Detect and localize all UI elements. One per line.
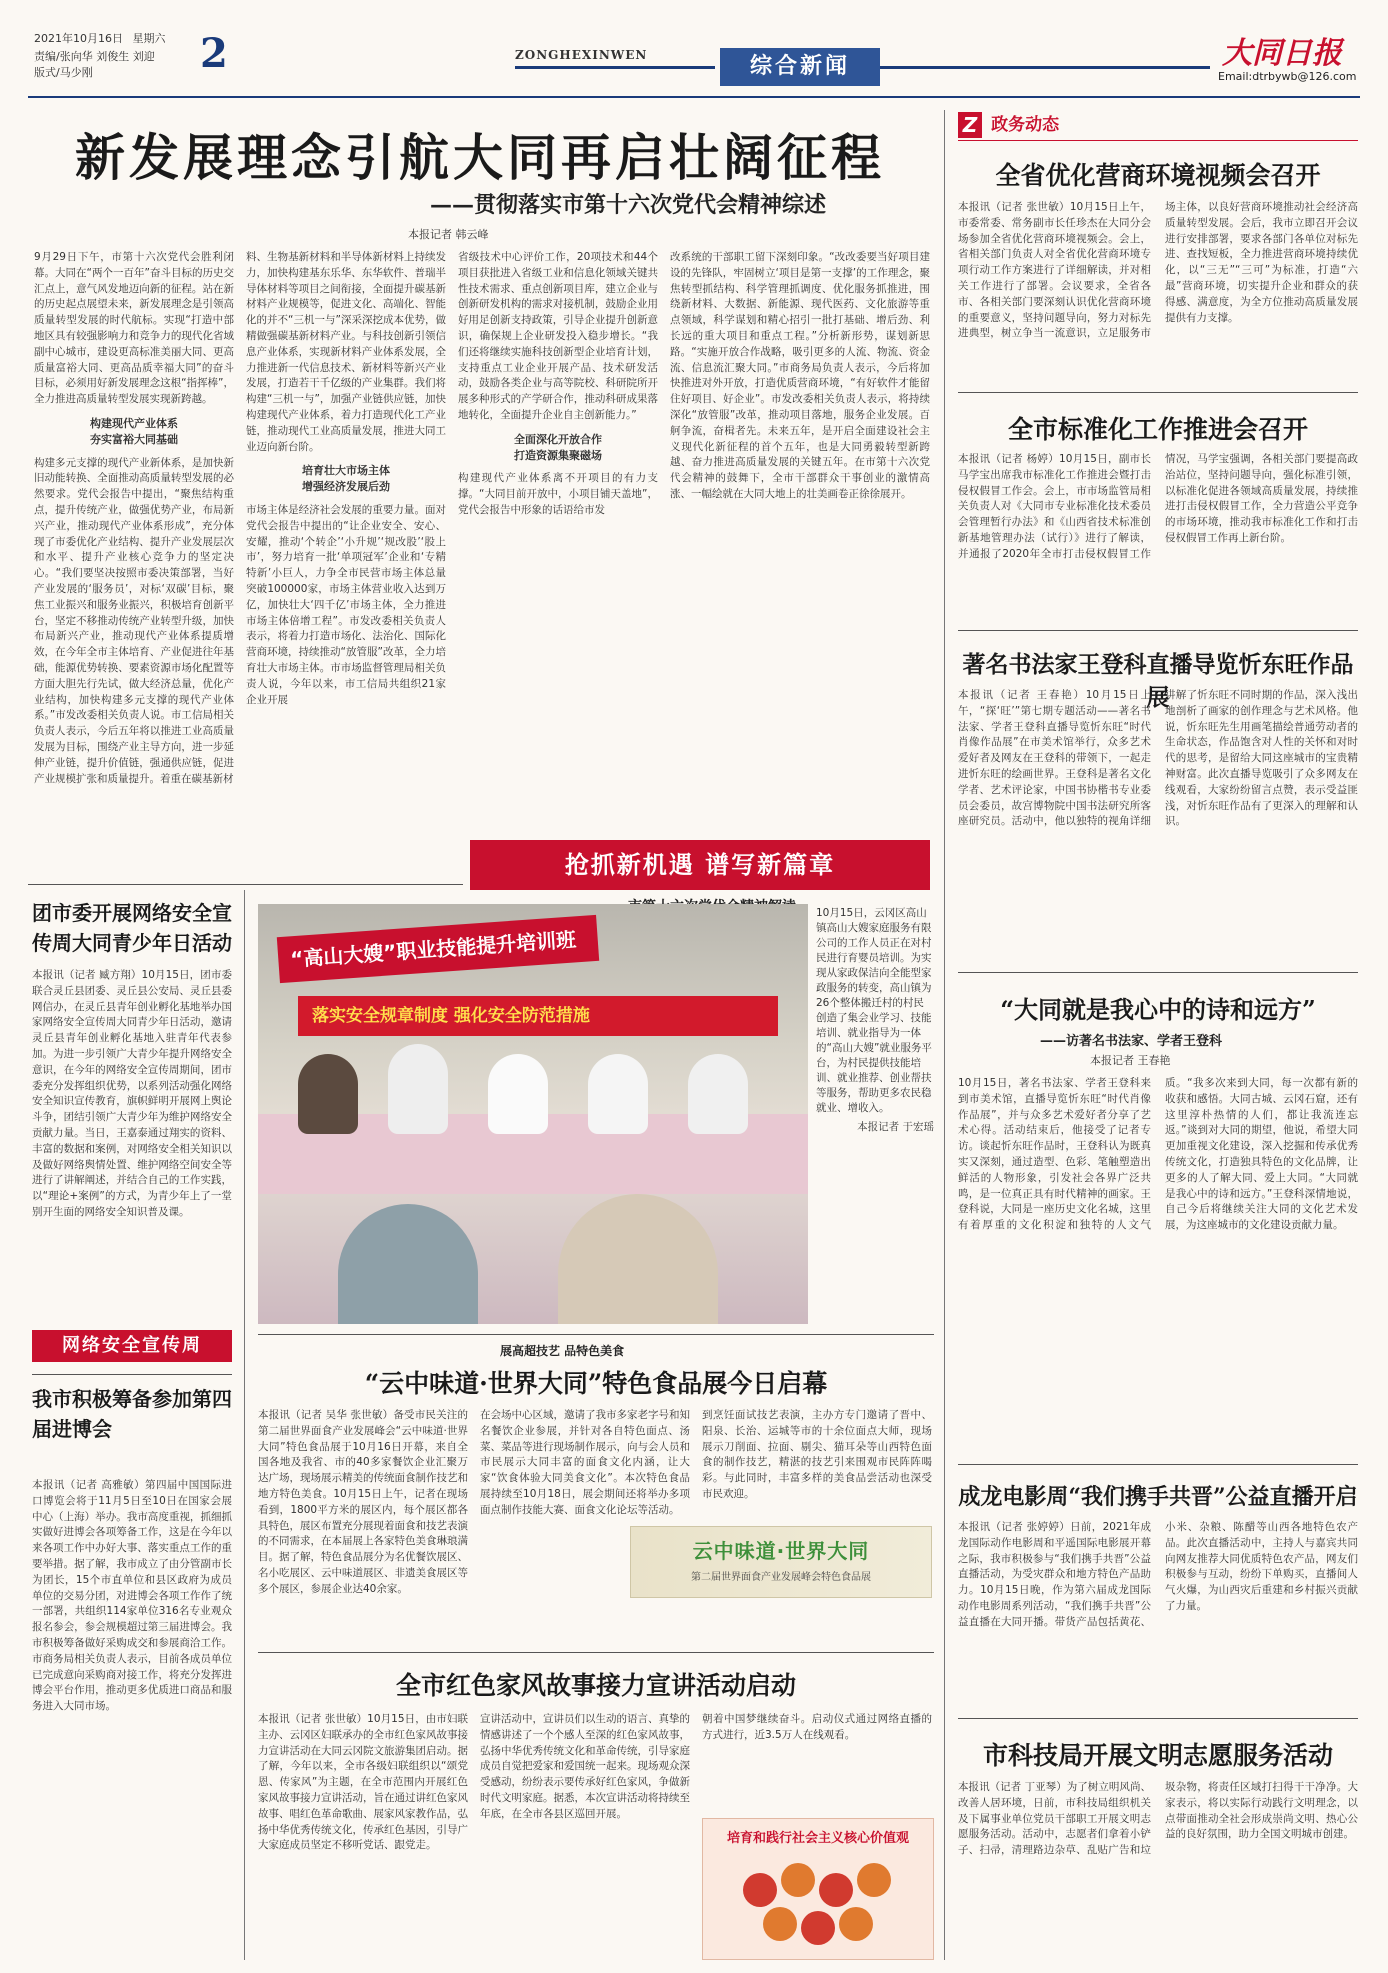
photo-banner-right: 落实安全规章制度 强化安全防范措施 [298,996,778,1036]
lead-byline: 本报记者 韩云峰 [408,228,489,241]
issue-weekday: 星期六 [132,32,166,45]
lead-subhead-3: 全面深化开放合作 打造资源集聚磁场 [514,432,602,462]
politics-article1-title: 全省优化营商环境视频会召开 [995,161,1321,190]
film-title: 成龙电影周“我们携手共晋”公益直播开启 [958,1484,1358,1510]
highlight-title: 抢抓新机遇 谱写新篇章 [564,850,836,879]
youth-banner-text: 网络安全宣传周 [62,1335,202,1356]
politics-article2-title: 全市标准化工作推进会召开 [1007,415,1308,444]
lead-title: 新发展理念引航大同再启壮阔征程 [75,128,885,187]
paper-logo: 大同日报 [1222,36,1342,71]
lead-subtitle: ——贯彻落实市第十六次党代会精神综述 [430,192,827,218]
email: Email:dtrbywb@126.com [1218,70,1357,83]
politics-tag-letter: Z [958,112,982,138]
section-tab [720,48,880,86]
lead-col4: 改系统的干部职工留下深刻印象。“改改委要当好项目建设的先锋队，牢固树立‘项目是第一支撑’的工作理念，聚焦转型抓结构、科学管理抓调度、优化服务抓推进，围绕新材料、大数据、新能源、现代医药、文化旅游等重点领域，科学谋划和精心招引一批打基础、增后劲、利长远的重大项目和重点工程。”分析新形势，谋划新思路。“实施开放合作战略，吸引更多的人流、物流、资金流、信息流汇聚大同。”市商务局负责人表示，今后将加快推进对外开放，打造优质营商环境，“有好软件才能留住好项目、好企业”。市发改委相关负责人表示，将持续深化“放管服”改革，推动项目落地，服务企业发展。百舸争流，奋楫者先。未来五年，是开启全面建设社会主义现代化新征程的首个五年，也是大同勇毅转型新跨越、奋力推进高质量发展的关键五年。在市第十六次党代会精神的鼓舞下，全市干部群众干事创业的激情高涨、一幅绘就在大同大地上的壮美画卷正徐徐展开。 [670,251,930,500]
politics-article3-body: 本报讯（记者 王春艳）10月15日上午，“探‘旺’”第七期专题活动——著名书法家、学者王登科直播导览忻东旺“时代肖像作品展”在市美术馆举行，众多艺术爱好者及网友在王登科的带领下，一起走进忻东旺的绘画世界。王登科是著名文化学者、艺术评论家，中国书协楷书专业委员会委员，故宫博物院中国书法研究所客座研究员。活动中，他以独特的视角详细讲解了忻东旺不同时期的作品，深入浅出地剖析了画家的创作理念与艺术风格。他说，忻东旺先生用画笔描绘普通劳动者的生命状态，作品饱含对人性的关怀和对时代的思考，是留给大同这座城市的宝贵精神财富。此次直播导览吸引了众多网友在线观看，大家纷纷留言点赞，表示受益匪浅，对忻东旺作品有了更深入的理解和认识。 [958,689,1358,828]
food-title: “云中味道·世界大同”特色食品展今日启幕 [364,1369,828,1398]
highlight-banner [470,840,930,890]
photo-caption: 10月15日，云冈区高山镇高山大嫂家庭服务有限公司的工作人员正在对村民进行育婴员培训。为实现从家政保洁向全能型家政服务的转变，高山镇为26个整体搬迁村的村民创造了集会业学习、技能培训、就业指导为一体的“高山大嫂”就业服务平台，为村民提供技能培训、就业推荐、创业帮扶等服务，帮助更多农民稳就业、增收入。 本报记者 于宏瑶 [816,907,934,1133]
lead-subhead-2: 培育壮大市场主体 增强经济发展后劲 [302,464,390,494]
food-body-col2: 在会场中心区域，邀请了我市多家老字号和知名餐饮企业参展，并针对各自特色面点、汤菜、菜品等进行现场制作展示，向与会人员和市民展示大同丰富的面食文化内涵，让大家“饮食体验大同美食文化”。本次特色食品展持续至10月18日，展会期间还将举办多项面点制作技能大赛、面食文化论坛等活动。 [480,1409,690,1516]
issue-date: 2021年10月16日 [34,32,123,45]
food-body-col3: 到烹饪面试技艺表演，主办方专门邀请了晋中、阳泉、长治、运城等市的十余位面点大师，现场展示刀削面、拉面、剔尖、猫耳朵等山西特色面食的制作技艺，精湛的技艺引来围观市民阵阵喝彩。与此同时，丰富多样的美食品尝活动也深受市民欢迎。 [702,1409,932,1500]
core-values-banner [702,1818,934,1960]
lead-col3: 省级技术中心评价工作，20项技术和44个项目获批进入省级工业和信息化领域关键共性技术需求、重点创新项目库，建立企业与创新研发机构的需求对接机制，鼓励企业用好用足创新支持政策，引导企业提升创新意识，确保规上企业研发投入稳步增长。“我们还将继续实施科技创新型企业培育计划，支持重点工业企业开展产品、技术研发活动，鼓励各类企业与高等院校、科研院所开展多种形式的产学研合作，推动科研成果落地转化，全面提升企业自主创新能力。” 全面深化开放合作 打造资源集聚磁场 构建现代产业体系离不开项目的有力支撑。“大同目前开放中，小项目铺天盖地”，党代会报告中形象的话语给市发 [458,251,658,516]
redstory-body-col2: 宣讲活动中，宣讲员们以生动的语言、真挚的情感讲述了一个个感人至深的红色家风故事，弘扬中华优秀传统文化和革命传统，引导家庭成员自觉把爱家和爱国统一起来。现场观众深受感动，纷纷表示要传承好红色家风，争做新时代文明家庭。据悉，本次宣讲活动将持续至年底，在全市各县区巡回开展。 [480,1713,690,1820]
expo-title: 我市积极筹备参加第四届进博会 [32,1387,232,1441]
politics-article1-body: 本报讯（记者 张世敏）10月15日上午，市委常委、常务副市长任珍杰在大同分会场参加全省优化营商环境视频会。会上，省相关部门负责人对全省优化营商环境专项行动工作方案进行了详细解读，并对相关工作进行了部署。会议要求，全省各市、各相关部门要深刻认识优化营商环境的重要意义，坚持问题导向，努力对标先进典型，树立争当一流意识，立足服务市场主体，以良好营商环境推动社会经济高质量转型发展。会后，我市立即召开会议进行安排部署，要求各部门各单位对标先进、查找短板，全力推进营商环境持续优化，以“三无”“三可”为标准，打造“六最”营商环境，切实提升企业和群众的获得感、满意度，为全方位推动高质量发展提供有力支撑。 [958,201,1358,340]
interview-title: “大同就是我心中的诗和远方” [1000,995,1316,1024]
editors-line: 责编/张向华 刘俊生 刘迎 [34,50,155,63]
section-name: 综合新闻 [749,54,850,79]
volunteer-body: 本报讯（记者 丁亚琴）为了树立明风尚、改善人居环境，日前，市科技局组织机关及下属事业单位党员干部职工开展文明志愿服务活动。活动中，志愿者们拿着小铲子、扫帚，清理路边杂草、乱贴广告和垃圾杂物，将责任区域打扫得干干净净。大家表示，将以实际行动践行文明理念，以点带面推动全社会形成崇尚文明、热心公益的良好氛围，助力全国文明城市创建。 [958,1781,1358,1857]
food-kicker: 展高超技艺 品特色美食 [500,1344,625,1358]
volunteer-title: 市科技局开展文明志愿服务活动 [982,1741,1333,1770]
layout-editor: 版式/马少刚 [34,66,93,79]
food-logo-sub: 第二届世界面食产业发展峰会特色食品展 [691,1572,871,1583]
food-logo-text: 云中味道·世界大同 [692,1539,870,1563]
expo-body: 本报讯（记者 高雅敏）第四届中国国际进口博览会将于11月5日至10日在国家会展中心（上海）举办。我市高度重视，抓细抓实做好进博会各项筹备工作，这是在今年以来各项工作中办好大事、落实重点工作的重要举措。据了解，我市成立了由分管副市长为团长，15个市直单位和县区政府为成员单位的交易分团，对进博会各项工作作了统一部署，共组织114家单位316名专业观众报名参会，参会规模超过第三届进博会。我市积极筹备做好采购成交和参展商洽工作。市商务局相关负责人表示，目前各成员单位已完成意向采购商对接工作，将充分发挥进博会平台作用，推动更多优质进口商品和服务进入大同市场。 [32,1479,232,1713]
lead-col1: 9月29日下午，市第十六次党代会胜利闭幕。大同在“两个一百年”奋斗目标的历史交汇点上，意气风发地迈向新的征程。站在新的历史起点展望未来，新发展理念是引领高质量转型发展的时代航标。实现“打造中部地区具有较强影响力和竞争力的现代化省域副中心城市，建设更高标准美丽大同、更高质量富裕大同、更高品质幸福大同”的奋斗目标，必须用好新发展理念这根“指挥棒”，全力推进高质量转型发展实现新跨越。 构建现代产业体系 夯实富裕大同基础 构建多元支撑的现代产业新体系，是加快新旧动能转换、全面推动高质量转型发展的必然要求。党代会报告中提出，“聚焦结构重点，提升传统产业，做强优势产业，布局新兴产业，推动现代产业体系形成”，充分体现了市委优化产业结构、提升产业发展层次和水平、提升产业核心竞争力的坚定决心。“我们要坚决按照市委决策部署，当好产业发展的‘服务员’，对标‘双碳’目标，聚焦工业振兴和服务业振兴，积极培育创新平台，坚定不移推动传统产业转型升级，加快布局新兴产业，推动现代产业体系提质增效，在今年全市主体培育、产业促进往年基础，能源优势转换、要素资源市场化配置等方面大胆先行先试，做大经济总量，优化产业结构，加快构建多元支撑的现代产业体系。”市发改委相关负责人说。市工信局相关负责人表示，今后五年将以推进工业高质量发展为目标，围绕产业主导方向，进一步延伸产业链，提升价值链，强通供应链，促进产业规模扩张和质量提升。着重在碳基新材 [34,251,234,785]
photo-banner-left: “高山大嫂”职业技能提升培训班 [277,915,599,983]
youth-title: 团市委开展网络安全宣传周大同青少年日活动 [32,901,232,955]
redstory-title: 全市红色家风故事接力宣讲活动启动 [395,1671,796,1700]
interview-subtitle: ——访著名书法家、学者王登科 [1040,1034,1223,1049]
interview-byline: 本报记者 王春艳 [1090,1054,1171,1067]
food-body-col1: 本报讯（记者 吴华 张世敏）备受市民关注的第二届世界面食产业发展峰会“云中味道·世界大同”特色食品展于10月16日开幕，来自全国各地及我省、市的40多家餐饮企业汇聚万达广场，现场展示精美的传统面食制作技艺和地方特色美食。10月15日上午，记者在现场看到，1800平方米的展区内，每个展区都各具特色，展区布置充分展现着面食和技艺表演的不同需求，在本届展上各家特色美食琳琅满目。据了解，特色食品展分为名优餐饮展区、名小吃展区、云中味道展区、非遗美食展区等多个展区，参展企业达40余家。 [258,1409,468,1595]
training-photo [258,904,808,1324]
redstory-body-col3: 朝着中国梦继续奋斗。启动仪式通过网络直播的方式进行，近3.5万人在线观看。 [702,1713,932,1741]
masthead [0,0,1388,88]
youth-banner [32,1330,232,1362]
youth-body: 本报讯（记者 臧方翔）10月15日，团市委联合灵丘县团委、灵丘县公安局、灵丘县委网信办，在灵丘县青年创业孵化基地举办国家网络安全宣传周大同青少年日活动，邀请灵丘县青年创业孵化基地入驻青年代表参加。为进一步引领广大青少年提升网络安全意识，在今年的网络安全宣传周期间，团市委充分发挥组织优势，以系列活动强化网络安全知识宣传教育，旗帜鲜明开展网上舆论斗争，团结引领广大青少年为维护网络安全贡献力量。当日，王嘉泰通过翔实的资料、丰富的数据和案例，对网络安全相关知识以及做好网络舆情处置、维护网络空间安全等进行了讲解阐述，并结合自己的工作实践，以“理论+案例”的方式，为青少年上了一堂别开生面的网络安全知识普及课。 [32,969,232,1218]
redstory-body-col1: 本报讯（记者 张世敏）10月15日，由市妇联主办、云冈区妇联承办的全市红色家风故事接力宣讲活动在大同云冈院文旅游集团启动。据了解，今年以来，全市各级妇联组织以“颂党恩、传家风”为主题，在全市范围内开展红色家风故事接力宣讲活动，旨在通过讲红色家风故事、唱红色革命歌曲、展家风家教作品，弘扬中华优秀传统文化，传承红色基因，引导广大家庭成员坚定不移听党话、跟党走。 [258,1713,468,1852]
photo-credit: 本报记者 于宏瑶 [857,1121,934,1133]
film-body: 本报讯（记者 张婷婷）日前，2021年成龙国际动作电影周和平遥国际电影展开幕之际，我市积极参与“我们携手共晋”公益直播活动，为受灾群众和地方特色产品助力。10月15日晚，作为第六届成龙国际动作电影周系列活动，“我们携手共晋”公益直播在大同开播。带货产品包括黄花、小米、杂粮、陈醋等山西各地特色农产品。此次直播活动中，主持人与嘉宾共同向网友推荐大同优质特色农产品，网友们积极参与互动，纷纷下单购买，直播间人气火爆，为山西灾后重建和乡村振兴贡献了力量。 [958,1521,1358,1628]
politics-article3-title: 著名书法家王登科直播导览忻东旺作品展 [962,651,1354,711]
page-number: 2 [200,30,228,77]
food-logo-banner [630,1526,932,1598]
lead-subhead-1: 构建现代产业体系 夯实富裕大同基础 [90,416,178,446]
core-values-text: 培育和践行社会主义核心价值观 [726,1831,909,1846]
politics-tag [958,112,1059,140]
section-pinyin: ZONGHEXINWEN [515,48,648,62]
interview-body: 10月15日，著名书法家、学者王登科来到市美术馆，直播导览忻东旺“时代肖像作品展”，并与众多艺术爱好者分享了艺术心得。活动结束后，他接受了记者专访。谈起忻东旺作品时，王登科认为既真实又深刻，通过造型、色彩、笔触塑造出鲜活的人物形象，引发社会各界广泛共鸣，是一位真正具有时代精神的画家。王登科说，大同是一座历史文化名城，这里有着厚重的文化积淀和独特的人文气质。“我多次来到大同，每一次都有新的收获和感悟。大同古城、云冈石窟，还有这里淳朴热情的人们，都让我流连忘返。”谈到对大同的期望，他说，希望大同更加重视文化建设，深入挖掘和传承优秀传统文化，打造独具特色的文化品牌，让更多的人了解大同、爱上大同。“大同就是我心中的诗和远方。”王登科深情地说，自己今后将继续关注大同的文化艺术发展，为这座城市的文化建设贡献力量。 [958,1077,1358,1232]
politics-tag-label: 政务动态 [991,115,1060,135]
politics-article2-body: 本报讯（记者 杨婷）10月15日，副市长马学宝出席我市标准化工作推进会暨打击侵权假冒工作会。会上，市市场监管局相关负责人对《大同市专业标准化技术委员会管理暂行办法》和《山西省技术标准创新基地管理办法（试行）》进行了解读，并通报了2020年全市打击侵权假冒工作情况，马学宝强调，各相关部门要提高政治站位，坚持问题导向，强化标准引领，以标准化促进各领域高质量发展，持续推进打击侵权假冒工作，全力营造公平竞争的市场环境，推动我市标准化工作和打击侵权假冒工作再上新台阶。 [958,453,1358,560]
lead-col2: 料、生物基新材料和半导体新材料上持续发力，加快构建基东乐华、东华软件、普瑞半导体材料等项目之间衔接，全面提升碳基新材料产业规模等，促进文化、高端化、智能化的并不“三机一与”深采深挖成本优势，做精做强碳基新材料产业。与科技创新引领信息产业体系，实现新材料产业体系发展，全力推进新一代信息技术、新材料等新兴产业发展，打造若干千亿级的产业集群。我们将构建“三机一与”，加强产业链供应链，加快构建现代产业体系，着力打造现代化工产业链，推动现代工业高质量发展，推进大同工业迈向新台阶。 培育壮大市场主体 增强经济发展后劲 市场主体是经济社会发展的重要力量。面对党代会报告中提出的“让企业安全、安心、安耀，推动‘个转企’‘小升规’‘规改股’‘股上市’，努力培育一批‘单项冠军’企业和‘专精特新’小巨人，力争全市民营市场主体总量突破100000家，市场主体营业收入达到万亿，加快壮大‘四千亿’市场主体，全力推进市场主体倍增工程”。市发改委相关负责人表示，将着力打造市场化、法治化、国际化营商环境，持续推动“放管服”改革，全力培育壮大市场主体。市市场监督管理局相关负责人说，今年以来，市工信局共组织21家企业开展 [246,251,446,706]
